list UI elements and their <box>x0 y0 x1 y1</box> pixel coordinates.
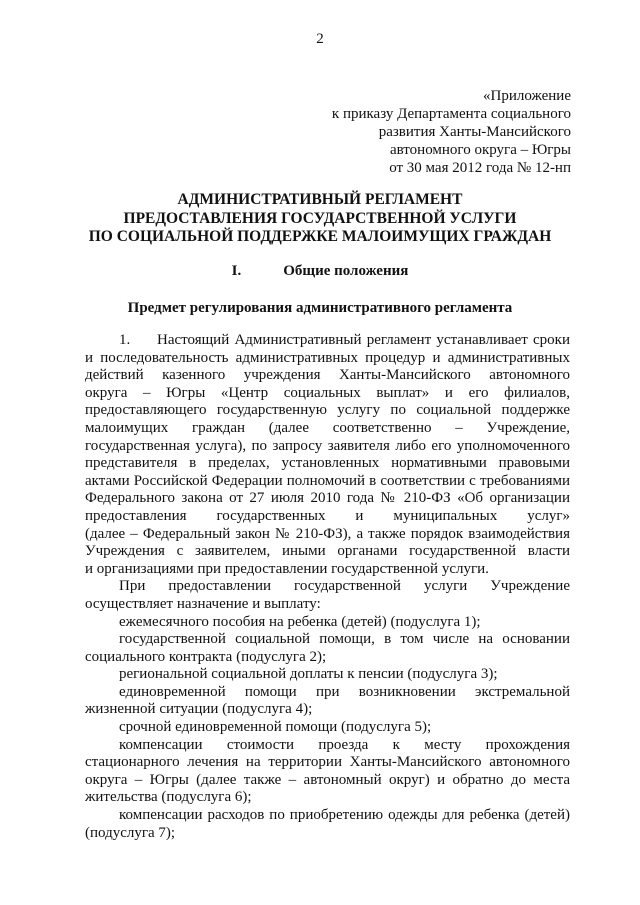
title-line: ПРЕДОСТАВЛЕНИЯ ГОСУДАРСТВЕННОЙ УСЛУГИ <box>123 209 517 227</box>
body-line: жительства (подуслуга 6); <box>85 789 252 806</box>
appendix-line: «Приложение <box>482 88 571 104</box>
body-line: Учреждения с заявителем, иными органами государственной власти <box>85 543 570 560</box>
section-heading <box>0 263 640 280</box>
body-line: региональной социальной доплаты к пенсии (подуслуга 3); <box>119 666 498 683</box>
body-line: действий казенного учреждения Ханты-Мансийского автономного <box>85 367 570 384</box>
section-number: I. <box>231 263 242 279</box>
body-line: и организациями при предоставлении государственной услуги. <box>85 560 489 577</box>
body-line: предоставляющего государственную услугу по социальной поддержке <box>85 402 570 419</box>
section-title: Общие положения <box>283 263 409 279</box>
subsection-heading: Предмет регулирования административного регламента <box>127 300 513 316</box>
body-line: округа – Югры (далее также – автономный округ) и обратно до места <box>85 771 570 788</box>
body-line: Федерального закона от 27 июля 2010 года № 210-ФЗ «Об организации <box>85 490 570 507</box>
page-number: 2 <box>316 31 324 47</box>
appendix-block <box>332 87 571 177</box>
body-line: социального контракта (подуслуга 2); <box>85 648 327 665</box>
body-line <box>85 332 570 350</box>
appendix-line: к приказу Департамента социального <box>331 106 571 122</box>
body-line: государственной социальной помощи, в том числе на основании <box>119 631 570 648</box>
body-line: малоимущих граждан (далее соответственно – Учреждение, <box>85 419 570 436</box>
document-title <box>0 191 640 247</box>
title-line: ПО СОЦИАЛЬНОЙ ПОДДЕРЖКЕ МАЛОИМУЩИХ ГРАЖДАН <box>88 228 552 245</box>
body-line: и последовательность административных процедур и административных <box>85 349 570 366</box>
body-line: осуществляет назначение и выплату: <box>85 595 321 612</box>
appendix-line: развития Ханты-Мансийского <box>378 124 571 140</box>
body-line: актами Российской Федерации полномочий в соответствии с требованиями <box>85 472 570 489</box>
body-line: жизненной ситуации (подуслуга 4); <box>85 701 313 718</box>
body-line: государственная услуга), по запросу заявителя либо его уполномоченного <box>85 437 570 454</box>
body-line: стационарного лечения на территории Ханты-Мансийского автономного <box>85 754 570 771</box>
appendix-line: автономного округа – Югры <box>389 142 571 158</box>
body-line: компенсации стоимости проезда к месту прохождения <box>119 736 570 753</box>
body-line: компенсации расходов по приобретению одежды для ребенка (детей) <box>119 807 570 824</box>
body-line: представителя в пределах, установленных нормативными правовыми <box>85 455 570 472</box>
body-line: При предоставлении государственной услуги Учреждение <box>119 578 570 595</box>
body-line: единовременной помощи при возникновении экстремальной <box>119 683 570 700</box>
body-line: предоставления государственных и муниципальных услуг» <box>85 507 570 524</box>
title-line: АДМИНИСТРАТИВНЫЙ РЕГЛАМЕНТ <box>177 191 463 208</box>
body-line: (далее – Федеральный закон № 210-ФЗ), а также порядок взаимодействия <box>85 525 570 542</box>
body-line: (подуслуга 7); <box>85 824 176 841</box>
paragraph-number: 1. <box>119 332 131 348</box>
appendix-line: от 30 мая 2012 года № 12-нп <box>389 160 571 176</box>
body-line: ежемесячного пособия на ребенка (детей) (подуслуга 1); <box>119 613 481 630</box>
body-line: округа – Югры «Центр социальных выплат» и его филиалов, <box>85 384 570 401</box>
body-text <box>85 332 570 842</box>
paragraph-text: Настоящий Административный регламент устанавливает сроки <box>157 332 570 348</box>
body-line: срочной единовременной помощи (подуслуга 5); <box>119 719 432 736</box>
